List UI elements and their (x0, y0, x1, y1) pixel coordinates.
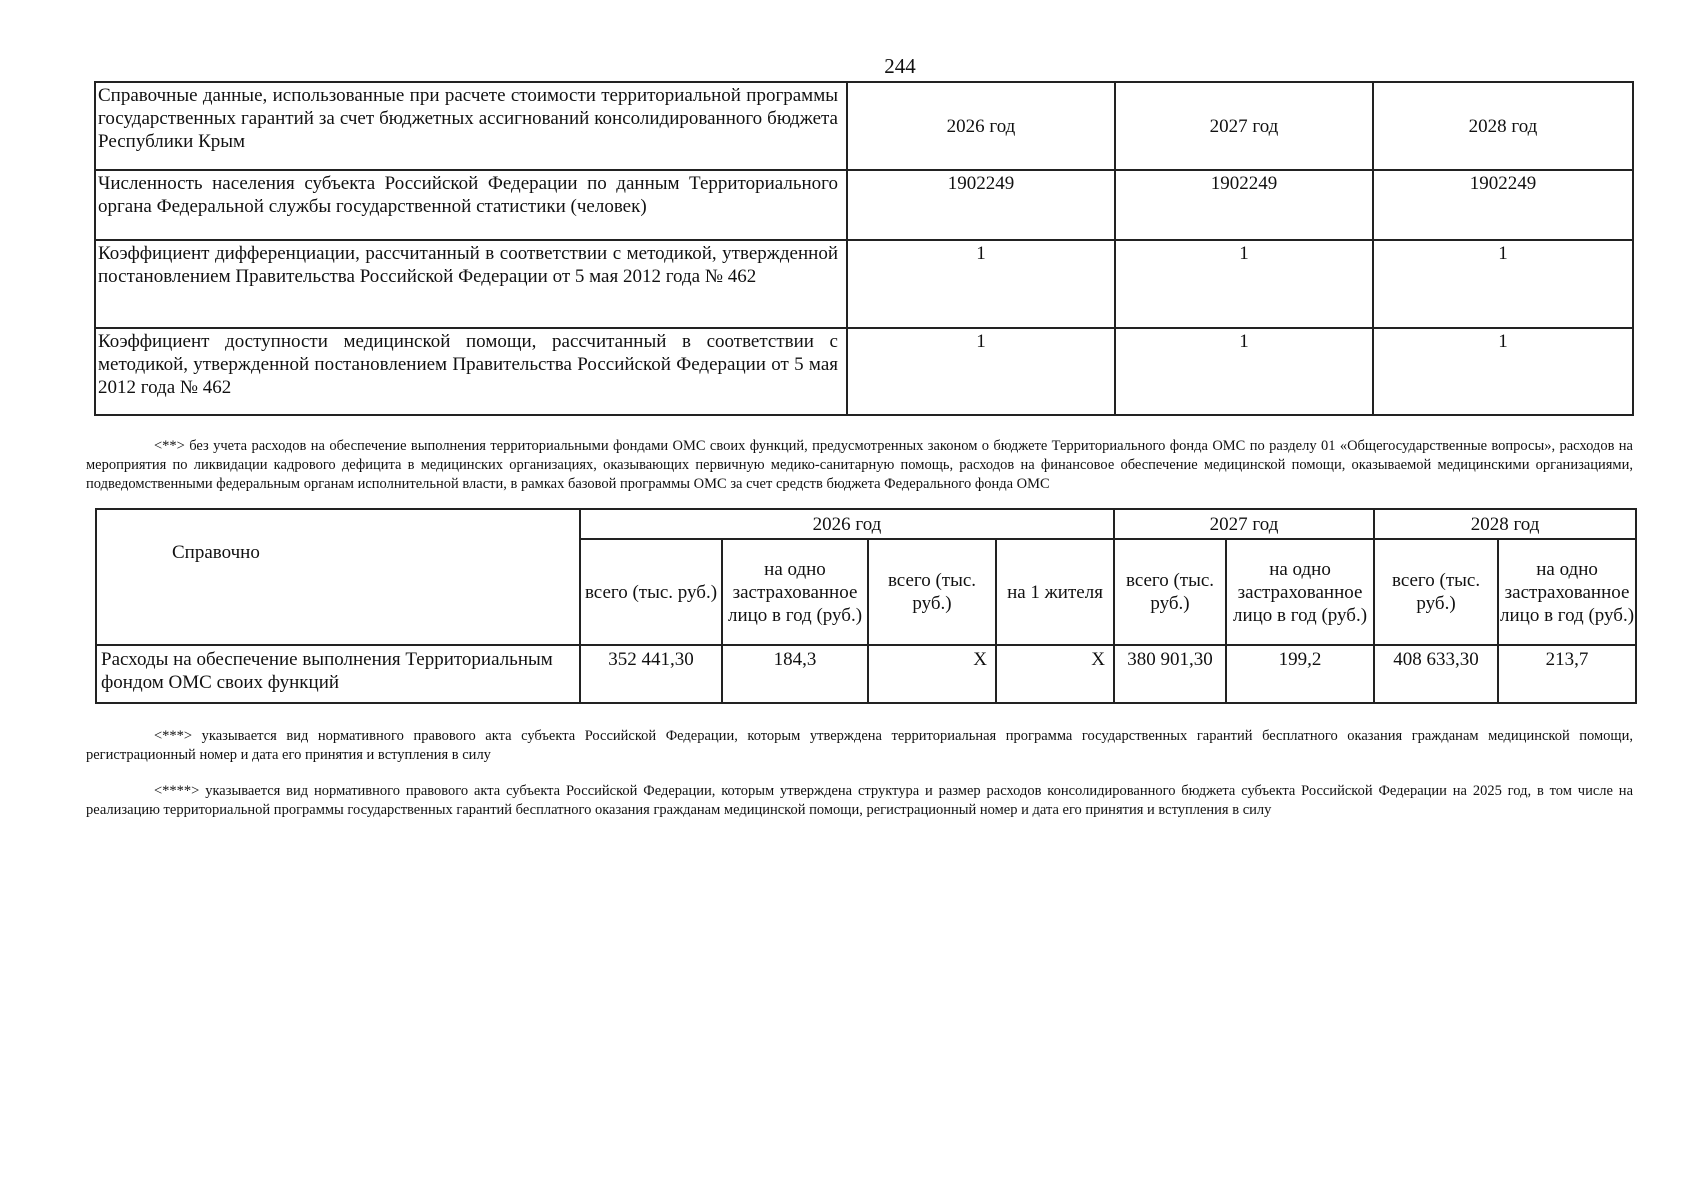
diff-coef-2028: 1 (1498, 243, 1508, 264)
row-label-differentiation-coefficient: Коэффициент дифференциации, рассчитанный в соответствии с методикой, утвержденной постановлением Правительства Российской Федерации от 5 мая 2012 года № 462 (95, 240, 847, 328)
diff-coef-2027: 1 (1239, 243, 1249, 264)
page-number: 244 (884, 54, 916, 78)
expenses-per-insured-2026: 184,3 (722, 645, 868, 703)
subheader-total-2026-b: всего (тыс. руб.) (868, 539, 996, 645)
subheader-total-2026: всего (тыс. руб.) (580, 539, 722, 645)
footnote-3-text: <***> указывается вид нормативного правового акта субъекта Российской Федерации, которым утверждена территориальная программа государственных гарантий бесплатного оказания гражданам медицинской помощи, регистрационный номер и дата его принятия и вступления в силу (86, 728, 1633, 763)
table-row (96, 645, 1636, 703)
subheader-per-resident-2026: на 1 жителя (996, 539, 1114, 645)
population-2027: 1902249 (1210, 173, 1278, 194)
reference-expenses-table (95, 508, 1637, 704)
subheader-per-insured-2026: на одно застрахованное лицо в год (руб.) (722, 539, 868, 645)
footnote-3 (86, 727, 1633, 765)
footnote-4-text: <****> указывается вид нормативного правового акта субъекта Российской Федерации, которым утверждена структура и размер расходов консолидированного бюджета субъекта Российской Федерации на 2025 год, в том числе на реализацию территориальной программы государственных гарантий бесплатного оказания гражданам медицинской помощи, регистрационный номер и дата его принятия и вступления в силу (86, 783, 1633, 818)
expenses-total-2026: 352 441,30 (580, 645, 722, 703)
table1-year-2027: 2027 год (1115, 82, 1373, 170)
row-label-fund-expenses: Расходы на обеспечение выполнения Территориальным фондом ОМС своих функций (96, 645, 580, 703)
access-coef-2028: 1 (1498, 331, 1508, 352)
row-label-population: Численность населения субъекта Российской Федерации по данным Территориального органа Федеральной службы государственной статистики (человек) (95, 170, 847, 240)
reference-data-table (94, 81, 1634, 416)
expenses-total-2027: 380 901,30 (1114, 645, 1226, 703)
footnote-4 (86, 782, 1633, 820)
expenses-per-insured-2028: 213,7 (1498, 645, 1636, 703)
subheader-per-insured-2027: на одно застрахованное лицо в год (руб.) (1226, 539, 1374, 645)
access-coef-2026: 1 (976, 331, 986, 352)
population-2028: 1902249 (1469, 173, 1537, 194)
table1-year-2028: 2028 год (1373, 82, 1633, 170)
table1-year-2026: 2026 год (847, 82, 1115, 170)
table1-header-label: Справочные данные, использованные при расчете стоимости территориальной программы государственных гарантий за счет бюджетных ассигнований консолидированного бюджета Республики Крым (95, 82, 847, 170)
row-label-accessibility-coefficient: Коэффициент доступности медицинской помощи, рассчитанный в соответствии с методикой, утвержденной постановлением Правительства Российской Федерации от 5 мая 2012 года № 462 (95, 328, 847, 415)
table2-header-label: Справочно (96, 509, 580, 645)
expenses-total-2026-b: X (868, 645, 996, 703)
expenses-per-insured-2027: 199,2 (1226, 645, 1374, 703)
table-row (95, 328, 1633, 415)
expenses-total-2028: 408 633,30 (1374, 645, 1498, 703)
table-row (95, 170, 1633, 240)
subheader-total-2027: всего (тыс. руб.) (1114, 539, 1226, 645)
subheader-total-2028: всего (тыс. руб.) (1374, 539, 1498, 645)
expenses-per-resident-2026: X (996, 645, 1114, 703)
table2-year-header-row (96, 509, 1636, 539)
population-2026: 1902249 (947, 173, 1015, 194)
table-row (95, 240, 1633, 328)
table2-year-2028: 2028 год (1374, 509, 1636, 539)
footnote-2 (86, 437, 1633, 494)
subheader-per-insured-2028: на одно застрахованное лицо в год (руб.) (1498, 539, 1636, 645)
table2-year-2027: 2027 год (1114, 509, 1374, 539)
table1-header-row (95, 82, 1633, 170)
table2-year-2026: 2026 год (580, 509, 1114, 539)
diff-coef-2026: 1 (976, 243, 986, 264)
access-coef-2027: 1 (1239, 331, 1249, 352)
footnote-2-text: <**> без учета расходов на обеспечение выполнения территориальными фондами ОМС своих функций, предусмотренных законом о бюджете Территориального фонда ОМС по разделу 01 «Общегосударственные вопросы», расходов на мероприятия по ликвидации кадрового дефицита в медицинских организациях, оказывающих первичную медико-санитарную помощь, расходов на финансовое обеспечение медицинской помощи, оказываемой медицинскими организациями, подведомственными федеральным органам исполнительной власти, в рамках базовой программы ОМС за счет средств бюджета Федерального фонда ОМС (86, 438, 1633, 492)
